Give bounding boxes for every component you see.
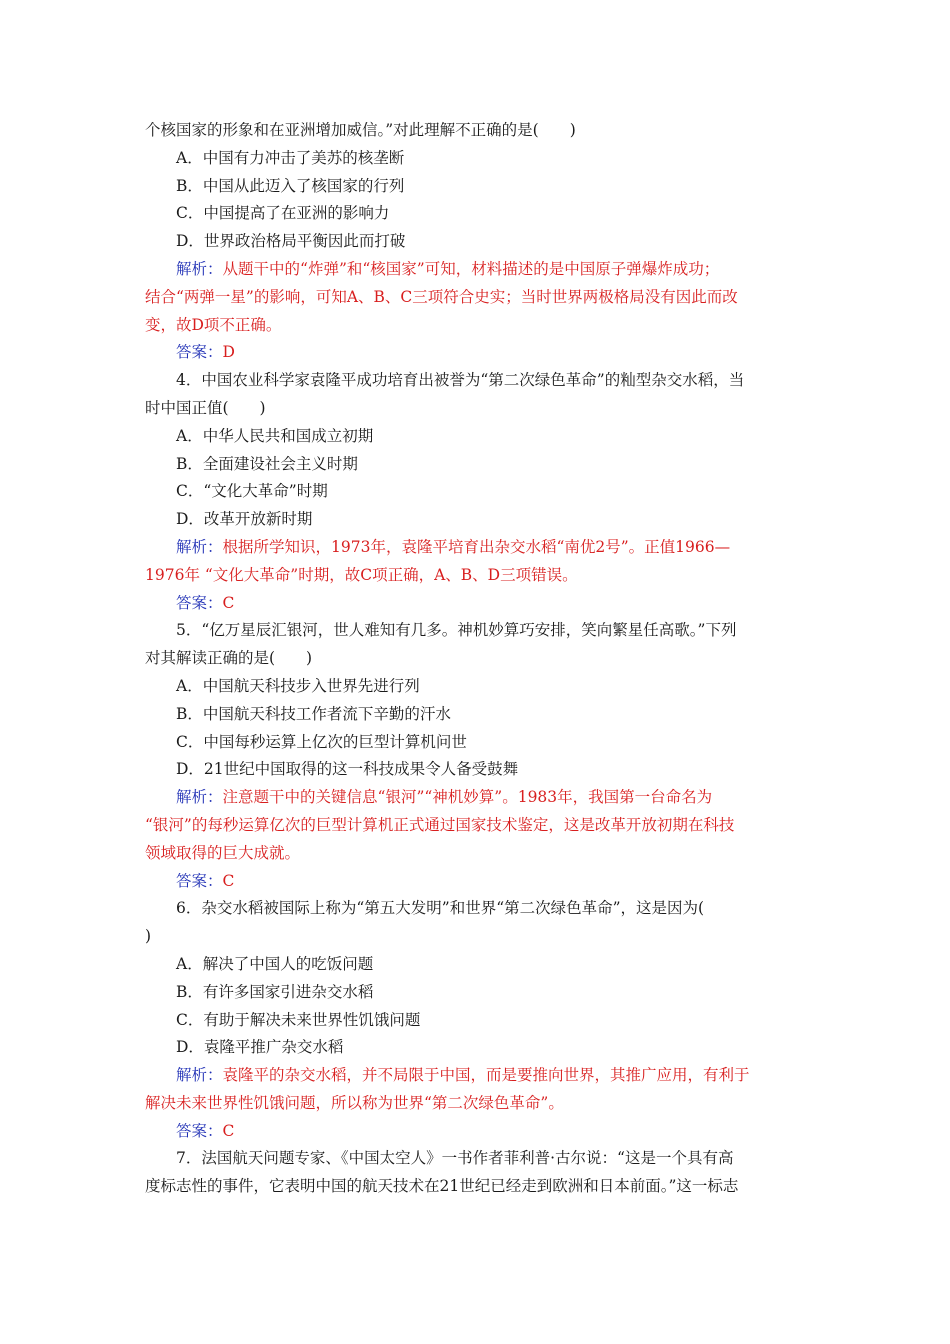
answer-value: C — [222, 871, 235, 890]
option-a: A．中国航天科技步入世界先进行列 — [176, 676, 420, 695]
analysis-label: 解析： — [176, 788, 223, 807]
analysis-text: 从题干中的“炸弹”和“核国家”可知，材料描述的是中国原子弹爆炸成功； — [222, 259, 720, 278]
option-c: C．中国提高了在亚洲的影响力 — [176, 204, 390, 223]
question-stem: 7．法国航天问题专家、《中国太空人》一书作者菲利普·古尔说：“这是一个具有高 — [176, 1149, 734, 1168]
analysis-text: 注意题干中的关键信息“银河”“神机妙算”。1983年，我国第一台命名为 — [222, 788, 713, 807]
answer — [145, 590, 807, 618]
question-3 — [145, 117, 807, 367]
analysis-text: 袁隆平的杂交水稻，并不局限于中国，而是要推向世界，其推广应用，有利于 — [222, 1066, 750, 1085]
question-4 — [145, 367, 807, 617]
answer-value: C — [222, 593, 235, 612]
question-7 — [145, 1145, 807, 1201]
question-6 — [145, 895, 807, 1145]
answer-value: C — [222, 1121, 235, 1140]
option-c: C．“文化大革命”时期 — [176, 482, 328, 501]
question-stem: 5．“亿万星辰汇银河，世人难知有几多。神机妙算巧安排，笑向繁星任高歌。”下列 — [176, 621, 737, 640]
answer-label: 答案： — [176, 1121, 223, 1140]
option-a: A．中国有力冲击了美苏的核垄断 — [176, 148, 405, 167]
question-5 — [145, 617, 807, 895]
question-stem: 4．中国农业科学家袁隆平成功培育出被誉为“第二次绿色革命”的籼型杂交水稻，当 — [176, 371, 745, 390]
answer-label: 答案： — [176, 343, 223, 362]
analysis-text: 变，故D项不正确。 — [145, 315, 282, 334]
question-stem: 度标志性的事件，它表明中国的航天技术在21世纪已经走到欧洲和日本前面。”这一标志 — [145, 1177, 739, 1196]
analysis-text: “银河”的每秒运算亿次的巨型计算机正式通过国家技术鉴定，这是改革开放初期在科技 — [145, 815, 735, 834]
option-d: D．袁隆平推广杂交水稻 — [176, 1038, 344, 1057]
option-d: D．改革开放新时期 — [176, 510, 313, 529]
option-c: C．有助于解决未来世界性饥饿问题 — [176, 1010, 421, 1029]
option-b: B．中国航天科技工作者流下辛勤的汗水 — [176, 704, 451, 723]
answer-label: 答案： — [176, 871, 223, 890]
option-a: A．解决了中国人的吃饭问题 — [176, 954, 374, 973]
analysis-label: 解析： — [176, 259, 223, 278]
option-c: C．中国每秒运算上亿次的巨型计算机问世 — [176, 732, 467, 751]
answer — [145, 868, 807, 896]
analysis-text: 结合“两弹一星”的影响，可知A、B、C三项符合史实；当时世界两极格局没有因此而改 — [145, 287, 738, 306]
answer — [145, 339, 807, 367]
analysis-label: 解析： — [176, 537, 223, 556]
option-b: B．中国从此迈入了核国家的行列 — [176, 176, 405, 195]
option-d: D．世界政治格局平衡因此而打破 — [176, 232, 406, 251]
answer-label: 答案： — [176, 593, 223, 612]
analysis — [145, 784, 807, 867]
question-stem: 对其解读正确的是( ) — [145, 649, 313, 668]
analysis — [145, 1062, 807, 1118]
analysis — [145, 256, 807, 339]
answer — [145, 1118, 807, 1146]
option-b: B．全面建设社会主义时期 — [176, 454, 358, 473]
analysis-text: 领域取得的巨大成就。 — [145, 843, 301, 862]
answer-value: D — [222, 343, 235, 362]
analysis — [145, 534, 807, 590]
analysis-label: 解析： — [176, 1066, 223, 1085]
analysis-text: 解决未来世界性饥饿问题，所以称为世界“第二次绿色革命”。 — [145, 1093, 564, 1112]
option-a: A．中华人民共和国成立初期 — [176, 426, 374, 445]
document-body — [145, 117, 807, 1201]
question-stem: ) — [145, 927, 152, 946]
option-d: D．21世纪中国取得的这一科技成果令人备受鼓舞 — [176, 760, 519, 779]
question-stem: 时中国正值( ) — [145, 398, 266, 417]
question-stem: 个核国家的形象和在亚洲增加威信。”对此理解不正确的是( ) — [145, 121, 576, 139]
analysis-text: 根据所学知识，1973年，袁隆平培育出杂交水稻“南优2号”。正值1966— — [222, 537, 731, 556]
question-stem: 6．杂交水稻被国际上称为“第五大发明”和世界“第二次绿色革命”，这是因为( — [176, 899, 705, 918]
analysis-text: 1976年 “文化大革命”时期，故C项正确，A、B、D三项错误。 — [145, 565, 578, 584]
option-b: B．有许多国家引进杂交水稻 — [176, 982, 374, 1001]
